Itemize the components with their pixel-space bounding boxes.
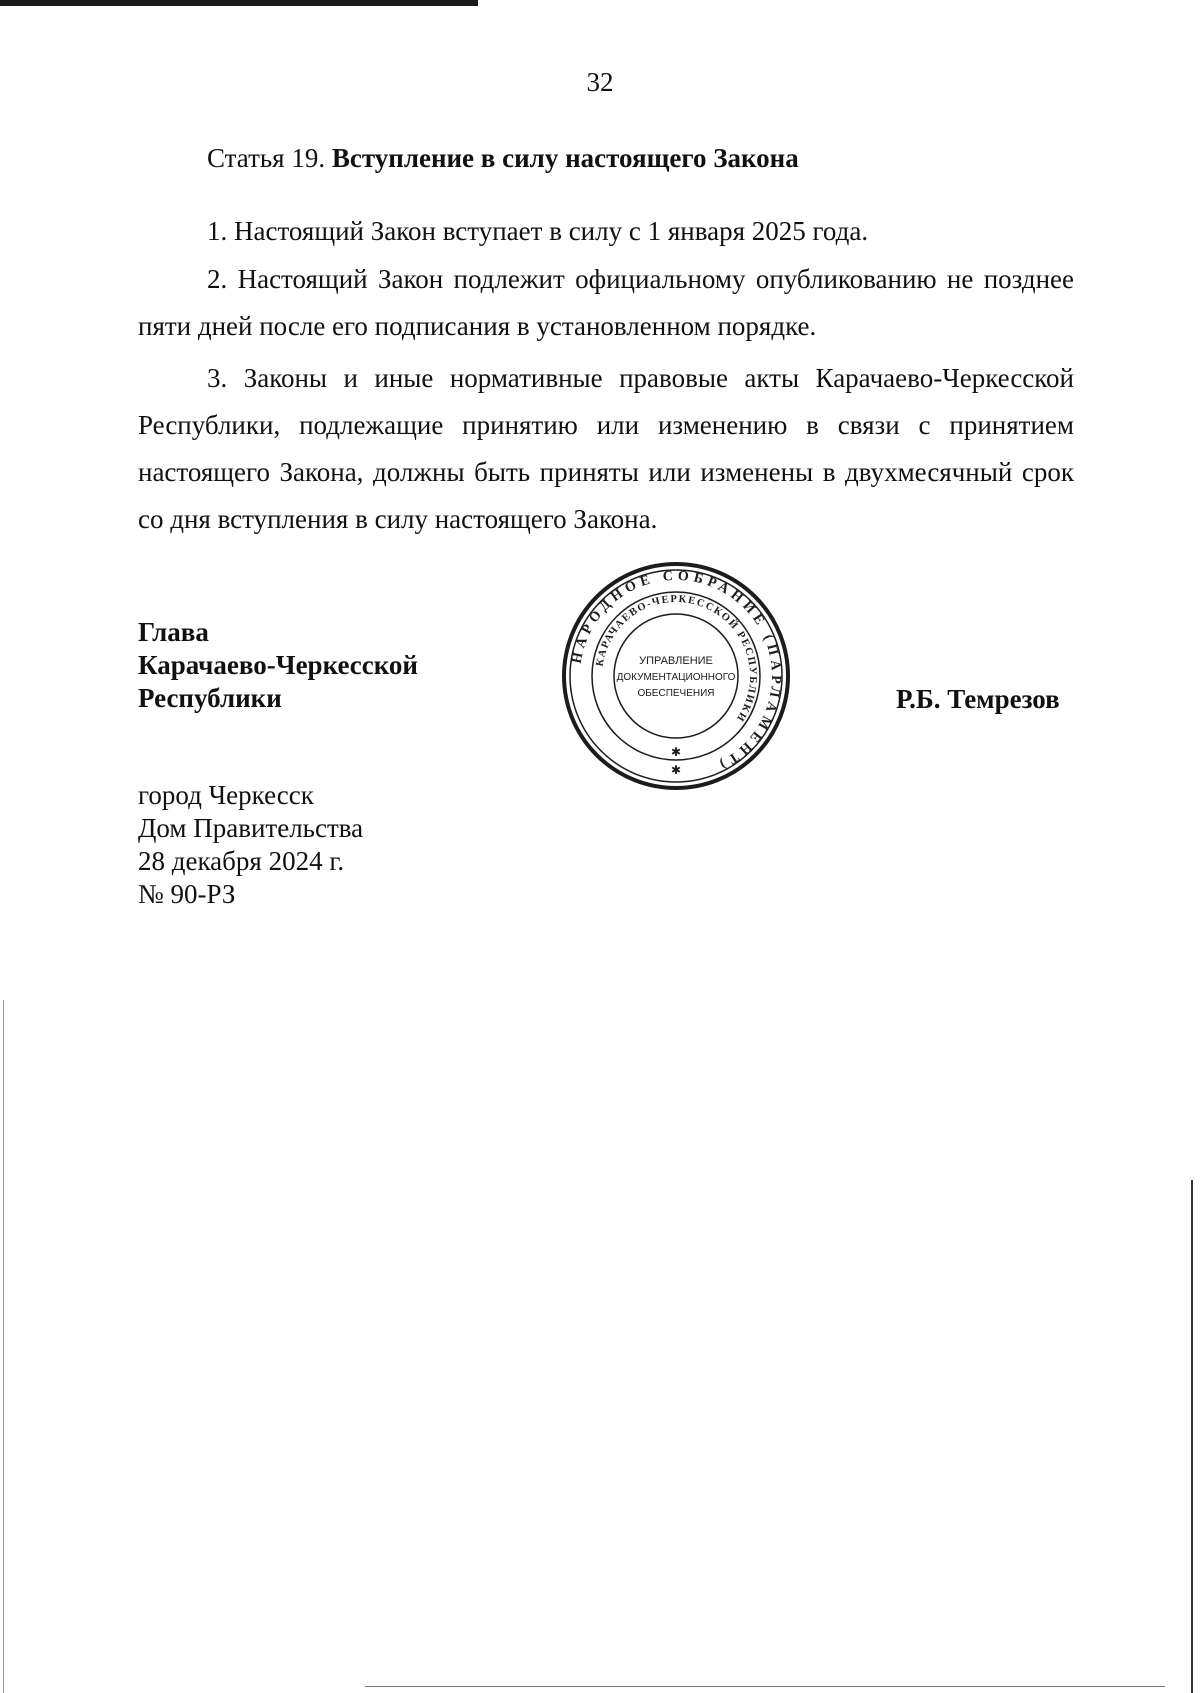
issue-number: № 90-РЗ xyxy=(138,879,236,909)
scan-right-edge xyxy=(1191,1180,1193,1693)
page-number: 32 xyxy=(586,67,614,97)
signatory-title-line: Республики xyxy=(138,683,282,713)
signatory-title-line: Глава xyxy=(138,617,209,647)
issue-place: Дом Правительства xyxy=(138,813,364,843)
seal-center-line-1: УПРАВЛЕНИЕ xyxy=(639,655,713,667)
signatory-title xyxy=(138,616,418,715)
official-seal xyxy=(560,560,792,792)
article-number: Статья 19. xyxy=(207,143,326,173)
seal-star-icon: ✱ xyxy=(670,763,682,777)
article-heading xyxy=(207,142,799,174)
clause-3 xyxy=(138,355,1074,543)
clause-text: 1. Настоящий Закон вступает в силу с 1 января 2025 года. xyxy=(207,216,869,246)
seal-inner-textpath: КАРАЧАЕВО-ЧЕРКЕССКОЙ РЕСПУБЛИКИ xyxy=(594,593,759,725)
scan-left-edge xyxy=(3,1000,4,1693)
issue-details xyxy=(138,779,363,911)
article-title: Вступление в силу настоящего Закона xyxy=(331,143,799,173)
seal-center-line-3: ОБЕСПЕЧЕНИЯ xyxy=(637,688,715,699)
seal-graphic xyxy=(560,560,792,792)
clause-text: 2. Настоящий Закон подлежит официальному опубликованию не позднее пяти дней после его подписания в установленном порядке. xyxy=(138,264,1074,341)
scan-bottom-edge xyxy=(365,1686,1165,1687)
seal-star-icon: ✱ xyxy=(670,745,682,759)
clause-1 xyxy=(138,208,1074,255)
seal-outer-textpath: НАРОДНОЕ СОБРАНИЕ (ПАРЛАМЕНТ) xyxy=(569,568,784,774)
seal-center-line-2: ДОКУМЕНТАЦИОННОГО xyxy=(616,672,736,683)
issue-date: 28 декабря 2024 г. xyxy=(138,846,345,876)
scan-top-edge xyxy=(0,0,478,6)
clause-text: 3. Законы и иные нормативные правовые акты Карачаево-Черкесской Республики, подлежащие принятию или изменению в связи с принятием настоящего Закона, должны быть приняты или изменены в двухмесячный срок со дня вступления в силу настоящего Закона. xyxy=(138,363,1074,534)
issue-city: город Черкесск xyxy=(138,780,314,810)
signatory-name: Р.Б. Темрезов xyxy=(896,684,1060,714)
clause-2 xyxy=(138,256,1074,350)
signatory-title-line: Карачаево-Черкесской xyxy=(138,650,418,680)
